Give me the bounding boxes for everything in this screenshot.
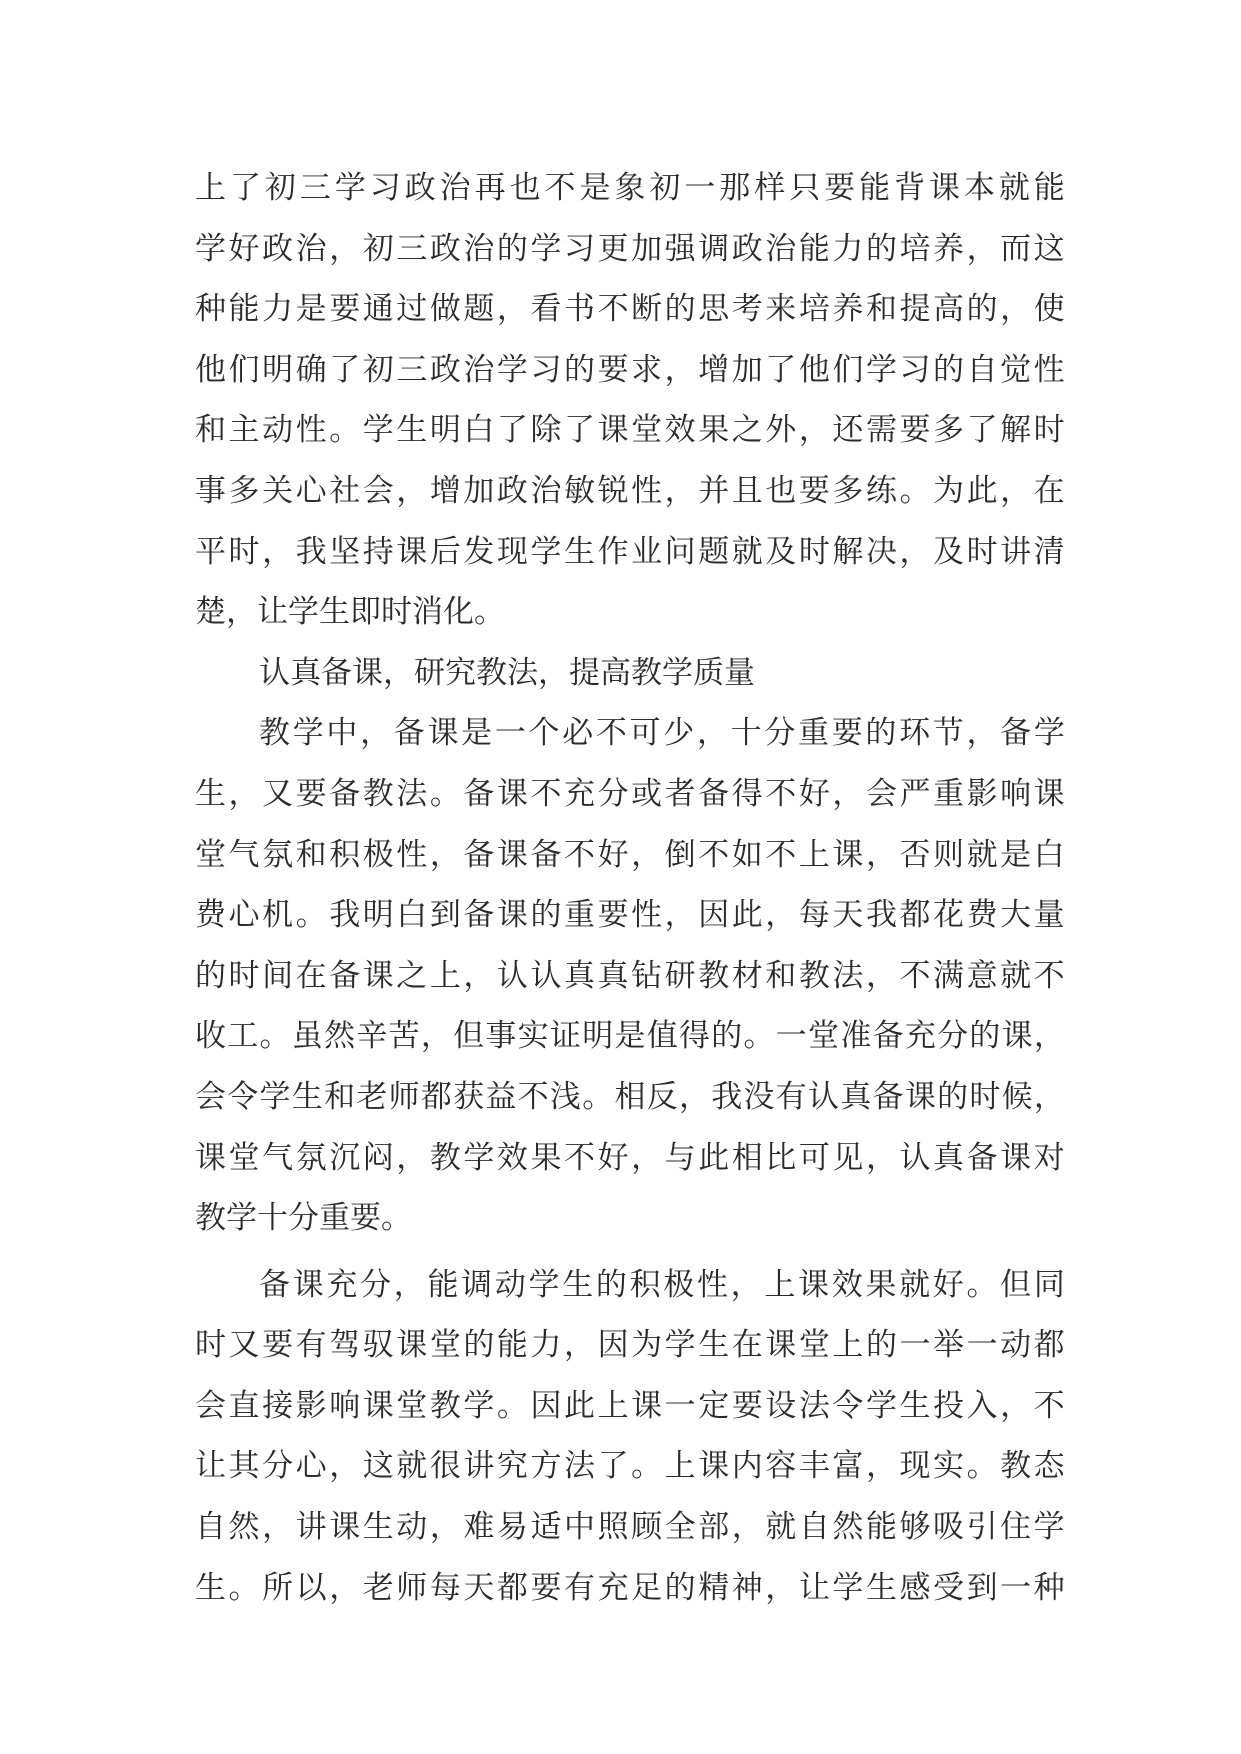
text-line: 学 好 政 治 ， 初 三 政 治 的 学 习 更 加 强 调 政 治 能 力 的 培 养 ， 而 这 — [195, 230, 1065, 267]
heading-text: 认真备课，研究教法，提高教学质量 — [259, 654, 755, 691]
text-line: 教 学 中 ， 备 课 是 一 个 必 不 可 少 ， 十 分 重 要 的 环 节 ， 备 学 — [259, 715, 1065, 752]
text-line: 教学十分重要。 — [195, 1200, 412, 1237]
paragraph-1 — [195, 158, 1065, 643]
text-line: 让 其 分 心 ， 这 就 很 讲 究 方 法 了 。 上 课 内 容 丰 富 ， 现 实 。 教 态 — [195, 1448, 1065, 1485]
section-heading — [195, 643, 1065, 704]
text-line: 收 工 。 虽 然 辛 苦 ， 但 事 实 证 明 是 值 得 的 。 一 堂 准 备 充 分 的 课 ， — [195, 1018, 1065, 1055]
text-line: 上 了 初 三 学 习 政 治 再 也 不 是 象 初 一 那 样 只 要 能 背 课 本 就 能 — [195, 170, 1065, 206]
text-line: 生 ， 又 要 备 教 法 。 备 课 不 充 分 或 者 备 得 不 好 ， 会 严 重 影 响 课 — [195, 775, 1065, 812]
text-line: 时 又 要 有 驾 驭 课 堂 的 能 力 ， 因 为 学 生 在 课 堂 上 的 一 举 一 动 都 — [195, 1327, 1065, 1364]
text-line: 的 时 间 在 备 课 之 上 ， 认 认 真 真 钻 研 教 材 和 教 法 ， 不 满 意 就 不 — [195, 957, 1065, 994]
text-line: 会 令 学 生 和 老 师 都 获 益 不 浅 。 相 反 ， 我 没 有 认 真 备 课 的 时 候 ， — [195, 1078, 1065, 1115]
text-line: 会 直 接 影 响 课 堂 教 学 。 因 此 上 课 一 定 要 设 法 令 学 生 投 入 ， 不 — [195, 1387, 1065, 1424]
paragraph-3 — [195, 1255, 1065, 1619]
text-line: 事 多 关 心 社 会 ， 增 加 政 治 敏 锐 性 ， 并 且 也 要 多 练 。 为 此 ， 在 — [195, 472, 1065, 509]
paragraph-2 — [195, 703, 1065, 1248]
text-line: 他 们 明 确 了 初 三 政 治 学 习 的 要 求 ， 增 加 了 他 们 学 习 的 自 觉 性 — [195, 351, 1065, 388]
text-line: 自 然 ， 讲 课 生 动 ， 难 易 适 中 照 顾 全 部 ， 就 自 然 能 够 吸 引 住 学 — [195, 1509, 1065, 1546]
text-line: 生 。 所 以 ， 老 师 每 天 都 要 有 充 足 的 精 神 ， 让 学 生 感 受 到 一 种 — [195, 1569, 1065, 1606]
text-line: 课 堂 气 氛 沉 闷 ， 教 学 效 果 不 好 ， 与 此 相 比 可 见 ， 认 真 备 课 对 — [195, 1139, 1065, 1176]
text-line: 平 时 ， 我 坚 持 课 后 发 现 学 生 作 业 问 题 就 及 时 解 决 ， 及 时 讲 清 — [195, 533, 1065, 570]
text-line: 费 心 机 。 我 明 白 到 备 课 的 重 要 性 ， 因 此 ， 每 天 我 都 花 费 大 量 — [195, 897, 1065, 934]
text-line: 和 主 动 性 。 学 生 明 白 了 除 了 课 堂 效 果 之 外 ， 还 需 要 多 了 解 时 — [195, 412, 1065, 449]
text-line: 堂 气 氛 和 积 极 性 ， 备 课 备 不 好 ， 倒 不 如 不 上 课 ， 否 则 就 是 白 — [195, 836, 1065, 873]
document-body — [195, 158, 1065, 1618]
text-line: 备 课 充 分 ， 能 调 动 学 生 的 积 极 性 ， 上 课 效 果 就 好 。 但 同 — [259, 1266, 1065, 1303]
text-line: 种 能 力 是 要 通 过 做 题 ， 看 书 不 断 的 思 考 来 培 养 和 提 高 的 ， 使 — [195, 291, 1065, 328]
text-line: 楚，让学生即时消化。 — [195, 594, 505, 631]
